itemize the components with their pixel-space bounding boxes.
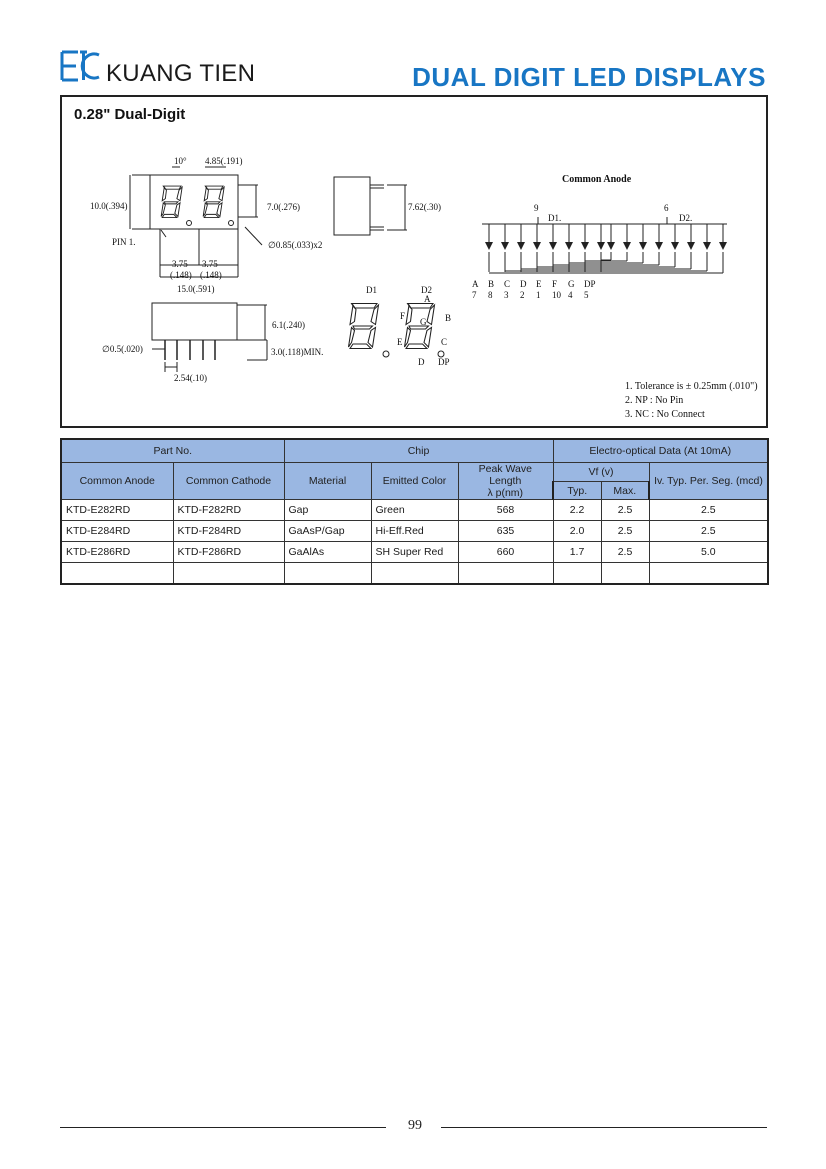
th-common-anode: Common Anode xyxy=(61,463,173,500)
dim-angle: 10° xyxy=(174,156,187,166)
cell-iv: 2.5 xyxy=(649,500,768,521)
th-vf: Vf (v) xyxy=(553,463,649,482)
circuit-d2: D2. xyxy=(679,213,693,223)
cell-wave: 568 xyxy=(458,500,553,521)
dim-d1: 3.75 xyxy=(172,259,188,269)
circuit-pin-d1: 9 xyxy=(534,203,539,213)
note-tolerance: 1. Tolerance is ± 0.25mm (.010") xyxy=(625,381,758,392)
th-part-no: Part No. xyxy=(61,439,284,463)
dim-depth: 7.62(.30) xyxy=(408,202,441,212)
cell-max: 2.5 xyxy=(601,500,649,521)
dim-pin-len: 3.0(.118)MIN. xyxy=(271,347,324,357)
dim-d1-in: (.148) xyxy=(170,270,192,280)
circuit-letter: G xyxy=(568,279,575,289)
dim-pitch: 4.85(.191) xyxy=(205,156,243,166)
seg-a: A xyxy=(424,294,431,304)
kuang-tien-logo xyxy=(60,50,100,82)
cell-typ: 2.0 xyxy=(553,521,601,542)
page-number: 99 xyxy=(408,1118,422,1133)
cell-material: GaAlAs xyxy=(284,542,371,563)
circuit-d1: D1. xyxy=(548,213,562,223)
circuit-letter: B xyxy=(488,279,495,289)
seg-d1: D1 xyxy=(366,285,377,295)
cell-iv: 2.5 xyxy=(649,521,768,542)
circuit-pin-number: 10 xyxy=(552,290,561,300)
cell-cathode: KTD-F286RD xyxy=(173,542,284,563)
cell-max: 2.5 xyxy=(601,542,649,563)
dim-d2-in: (.148) xyxy=(200,270,222,280)
dim-height: 10.0(.394) xyxy=(90,201,128,211)
footer-rule-left xyxy=(60,1127,386,1128)
cell-anode: KTD-E286RD xyxy=(61,542,173,563)
seg-e: E xyxy=(397,337,403,347)
seg-d2: D2 xyxy=(421,285,432,295)
cell-color: SH Super Red xyxy=(371,542,458,563)
brand-name: KUANG TIEN xyxy=(106,60,256,87)
dim-d2: 3.75 xyxy=(202,259,218,269)
th-emitted-color: Emitted Color xyxy=(371,463,458,500)
pin-view xyxy=(152,303,267,372)
seg-g: G xyxy=(420,317,427,327)
circuit-pin-number: 1 xyxy=(536,290,541,300)
dim-pin-pitch: 2.54(.10) xyxy=(174,373,207,383)
th-common-cathode: Common Cathode xyxy=(173,463,284,500)
th-peak-wave xyxy=(458,463,553,500)
cell-wave: 660 xyxy=(458,542,553,563)
table-row xyxy=(61,500,768,521)
circuit-title: Common Anode xyxy=(562,174,632,185)
seg-dp: DP xyxy=(438,357,450,367)
circuit-pin-number: 7 xyxy=(472,290,477,300)
dim-pin-dia: ∅0.5(.020) xyxy=(102,344,143,354)
dimension-drawing xyxy=(62,97,766,426)
circuit-pin-d2: 6 xyxy=(664,203,669,213)
seg-d: D xyxy=(418,357,425,367)
circuit-letter: D xyxy=(520,279,527,289)
dim-width: 15.0(.591) xyxy=(177,284,215,294)
circuit-letter: E xyxy=(536,279,542,289)
circuit-pin-number: 3 xyxy=(504,290,509,300)
drawing-frame xyxy=(60,95,768,428)
circuit-pin-number: 4 xyxy=(568,290,573,300)
circuit-letter: C xyxy=(504,279,511,289)
circuit-letter: A xyxy=(472,279,479,289)
th-chip: Chip xyxy=(284,439,553,463)
cell-max: 2.5 xyxy=(601,521,649,542)
cell-anode: KTD-E284RD xyxy=(61,521,173,542)
front-view xyxy=(130,167,262,277)
side-view xyxy=(334,177,407,235)
circuit-letter: F xyxy=(552,279,558,289)
dim-dp-dia: ∅0.85(.033)x2 xyxy=(268,240,323,250)
table-row xyxy=(61,521,768,542)
circuit-pin-number: 2 xyxy=(520,290,525,300)
cell-cathode: KTD-F282RD xyxy=(173,500,284,521)
cell-typ: 2.2 xyxy=(553,500,601,521)
cell-anode: KTD-E282RD xyxy=(61,500,173,521)
th-typ: Typ. xyxy=(553,482,601,500)
cell-material: GaAsP/Gap xyxy=(284,521,371,542)
cell-iv: 5.0 xyxy=(649,542,768,563)
note-no-pin: 2. NP : No Pin xyxy=(625,395,684,406)
th-iv: Iv. Typ. Per. Seg. (mcd) xyxy=(649,463,768,500)
section-subtitle: 0.28" Dual-Digit xyxy=(74,106,186,123)
dim-body-h: 6.1(.240) xyxy=(272,320,305,330)
th-max: Max. xyxy=(601,482,649,500)
seg-c: C xyxy=(441,337,448,347)
footer-rule-right xyxy=(441,1127,767,1128)
cell-color: Hi-Eff.Red xyxy=(371,521,458,542)
cell-cathode: KTD-F284RD xyxy=(173,521,284,542)
th-peak-wave-line1: Peak Wave Length xyxy=(478,463,532,487)
th-material: Material xyxy=(284,463,371,500)
circuit-labels xyxy=(472,279,596,300)
segment-diagram xyxy=(349,304,448,358)
circuit-pin-number: 5 xyxy=(584,290,589,300)
cell-color: Green xyxy=(371,500,458,521)
spec-table xyxy=(60,438,769,585)
table-row xyxy=(61,542,768,563)
circuit-pin-number: 8 xyxy=(488,290,493,300)
seg-f: F xyxy=(400,311,406,321)
cell-material: Gap xyxy=(284,500,371,521)
circuit-diodes xyxy=(485,242,727,250)
circuit-letter: DP xyxy=(584,279,596,289)
th-electro: Electro-optical Data (At 10mA) xyxy=(553,439,768,463)
table-row-empty xyxy=(61,563,768,585)
cell-wave: 635 xyxy=(458,521,553,542)
page-title: DUAL DIGIT LED DISPLAYS xyxy=(412,62,766,92)
th-peak-wave-line2: λ p(nm) xyxy=(487,487,524,499)
seg-b: B xyxy=(445,313,452,323)
cell-typ: 1.7 xyxy=(553,542,601,563)
dim-digit-height: 7.0(.276) xyxy=(267,202,300,212)
dim-pin1: PIN 1. xyxy=(112,237,136,247)
note-no-connect: 3. NC : No Connect xyxy=(625,409,705,420)
